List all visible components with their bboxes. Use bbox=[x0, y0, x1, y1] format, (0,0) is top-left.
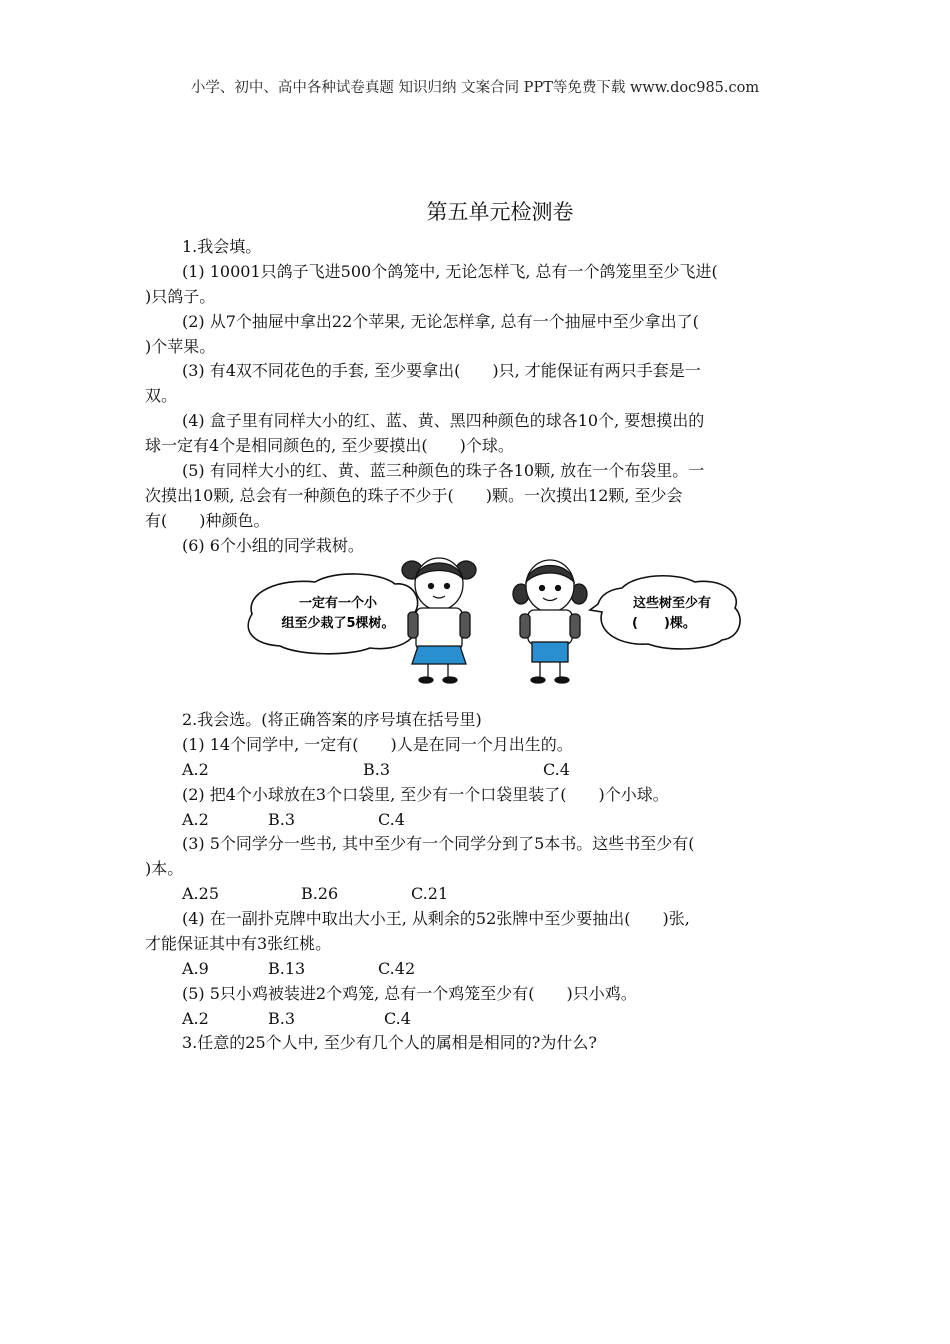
speech-bubble-left bbox=[248, 574, 428, 654]
s2-q5-option-c: C.4 bbox=[384, 1009, 411, 1028]
s1-q2-line1: (2) 从7个抽屉中拿出22个苹果, 无论怎样拿, 总有一个抽屉中至少拿出了( bbox=[182, 312, 699, 331]
s1-q4-line1: (4) 盒子里有同样大小的红、蓝、黄、黑四种颜色的球各10个, 要想摸出的 bbox=[182, 411, 705, 430]
section3-question: 3.任意的25个人中, 至少有几个人的属相是相同的?为什么? bbox=[182, 1033, 597, 1052]
s1-q6: (6) 6个小组的同学栽树。 bbox=[182, 536, 364, 555]
section2-heading: 2.我会选。(将正确答案的序号填在括号里) bbox=[182, 710, 482, 729]
speech-bubble-right bbox=[590, 576, 740, 649]
s1-q1-line2: )只鸽子。 bbox=[145, 287, 216, 306]
s2-q1-option-a: A.2 bbox=[182, 760, 209, 779]
section1-heading: 1.我会填。 bbox=[182, 237, 262, 256]
s2-q3-option-b: B.26 bbox=[301, 884, 339, 903]
s2-q5: (5) 5只小鸡被装进2个鸡笼, 总有一个鸡笼至少有( )只小鸡。 bbox=[182, 984, 637, 1003]
s2-q2-option-c: C.4 bbox=[378, 810, 405, 829]
s2-q3-line1: (3) 5个同学分一些书, 其中至少有一个同学分到了5本书。这些书至少有( bbox=[182, 834, 695, 853]
page-title: 第五单元检测卷 bbox=[426, 200, 574, 224]
s2-q4-line2: 才能保证其中有3张红桃。 bbox=[145, 934, 332, 953]
s2-q3-option-a: A.25 bbox=[182, 884, 219, 903]
s2-q2: (2) 把4个小球放在3个口袋里, 至少有一个口袋里装了( )个小球。 bbox=[182, 785, 669, 804]
s1-q5-line1: (5) 有同样大小的红、黄、蓝三种颜色的珠子各10颗, 放在一个布袋里。一 bbox=[182, 461, 705, 480]
s2-q1: (1) 14个同学中, 一定有( )人是在同一个月出生的。 bbox=[182, 735, 573, 754]
girl-left-figure bbox=[402, 558, 476, 683]
bubble-right-line2: ( )棵。 bbox=[632, 616, 696, 631]
bubble-left-line2: 组至少栽了5棵树。 bbox=[281, 616, 395, 631]
bubble-left-line1: 一定有一个小 bbox=[298, 596, 378, 611]
s2-q5-option-b: B.3 bbox=[268, 1009, 296, 1028]
bubble-right-line1: 这些树至少有 bbox=[632, 596, 712, 611]
s2-q4-option-a: A.9 bbox=[182, 959, 209, 978]
s2-q1-option-b: B.3 bbox=[363, 760, 391, 779]
s1-q1-line1: (1) 10001只鸽子飞进500个鸽笼中, 无论怎样飞, 总有一个鸽笼里至少飞进( bbox=[182, 262, 718, 281]
s2-q3-line2: )本。 bbox=[145, 859, 184, 878]
girl-right-figure bbox=[513, 560, 587, 683]
s2-q4-option-c: C.42 bbox=[378, 959, 416, 978]
s1-q5-line3: 有( )种颜色。 bbox=[145, 511, 270, 530]
s2-q4-option-b: B.13 bbox=[268, 959, 306, 978]
s1-q5-line2: 次摸出10颗, 总会有一种颜色的珠子不少于( )颗。一次摸出12颗, 至少会 bbox=[145, 486, 683, 505]
s1-q2-line2: )个苹果。 bbox=[145, 337, 216, 356]
s1-q3-line2: 双。 bbox=[145, 386, 178, 405]
s1-q3-line1: (3) 有4双不同花色的手套, 至少要拿出( )只, 才能保证有两只手套是一 bbox=[182, 361, 701, 380]
illustration-two-girls bbox=[240, 552, 745, 688]
s2-q3-option-c: C.21 bbox=[411, 884, 449, 903]
s2-q1-option-c: C.4 bbox=[543, 760, 570, 779]
s2-q5-option-a: A.2 bbox=[182, 1009, 209, 1028]
s2-q2-option-a: A.2 bbox=[182, 810, 209, 829]
s1-q4-line2: 球一定有4个是相同颜色的, 至少要摸出( )个球。 bbox=[145, 436, 514, 455]
s2-q2-option-b: B.3 bbox=[268, 810, 296, 829]
s2-q4-line1: (4) 在一副扑克牌中取出大小王, 从剩余的52张牌中至少要抽出( )张, bbox=[182, 909, 690, 928]
page-header: 小学、初中、高中各种试卷真题 知识归纳 文案合同 PPT等免费下载 www.doc985.com bbox=[190, 80, 760, 96]
